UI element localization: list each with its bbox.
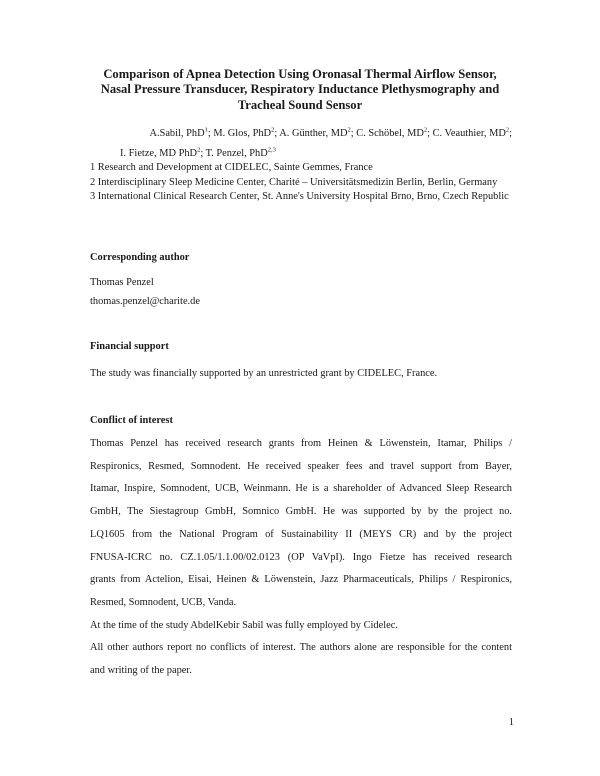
title-line: Nasal Pressure Transducer, Respiratory Inductance Plethysmography and xyxy=(100,82,500,97)
financial-support-heading: Financial support xyxy=(90,341,169,352)
paper-title xyxy=(80,67,520,113)
text-line: Respironics, Resmed, Somnodent. He received speaker fees and travel support from Bayer, xyxy=(90,460,512,472)
text-line: All other authors report no conflicts of interest. The authors alone are responsible for the content xyxy=(90,642,512,654)
conflict-of-interest-heading: Conflict of interest xyxy=(90,415,173,426)
text-line: GmbH, The Siestagroup GmbH, Somnico GmbH. He was supported by by the project no. xyxy=(90,506,512,518)
text-line: Itamar, Inspire, Somnodent, UCB, Weinmann. He is a shareholder of Advanced Sleep Research xyxy=(90,483,512,495)
affiliation: 3 International Clinical Research Center, St. Anne's University Hospital Brno, Brno, Czech Republic xyxy=(90,191,509,203)
affiliation: 2 Interdisciplinary Sleep Medicine Center, Charité – Universitätsmedizin Berlin, Berlin, Germany xyxy=(90,176,498,188)
author: C. Veauthier, $MD^2$; xyxy=(432,127,512,140)
affiliation: 1 Research and Development at CIDELEC, Sainte Gemmes, France xyxy=(90,162,373,173)
title-line: Tracheal Sound Sensor xyxy=(237,97,363,112)
affiliation-list xyxy=(90,161,512,205)
author-line xyxy=(90,142,512,161)
author-list xyxy=(90,123,512,161)
corresponding-author-heading: Corresponding author xyxy=(90,252,190,263)
text-line: and writing of the paper. xyxy=(90,665,192,677)
page-number: 1 xyxy=(508,717,514,728)
author: M. Glos, PhD$^2$; xyxy=(213,127,280,140)
author: C. Schöbel, $MD^2$; xyxy=(356,127,433,140)
author: T. Penzel, PhD$^{2,3}$ xyxy=(205,146,276,159)
text-line: LQ1605 from the National Program of Sustainability II (MEYS CR) and by the project xyxy=(90,528,512,540)
corresponding-author-email[interactable]: thomas.penzel@charite.de xyxy=(90,296,200,307)
text-line: FNUSA-ICRC no. CZ.1.05/1.1.00/02.0123 (OP VaVpI). Ingo Fietze has received research xyxy=(90,551,512,563)
title-line: Comparison of Apnea Detection Using Oronasal Thermal Airflow Sensor, xyxy=(103,67,497,81)
financial-support-text: The study was financially supported by an unrestricted grant by CIDELEC, France. xyxy=(90,368,438,379)
author: A.Sabil, PhD$^1$; xyxy=(149,127,214,140)
corresponding-author-name: Thomas Penzel xyxy=(90,277,154,288)
author: A. Günther, $MD^2$; xyxy=(279,127,357,140)
text-line: grants from Actelion, Eisai, Heinen & Löwenstein, Jazz Pharmaceuticals, Philips / Respironics, xyxy=(90,574,512,586)
text-line: Resmed, Somnodent, UCB, Vanda. xyxy=(90,596,237,608)
employment-statement: At the time of the study AbdelKebir Sabil was fully employed by Cidelec. xyxy=(90,619,398,631)
author-line xyxy=(90,123,512,142)
text-line: Thomas Penzel has received research grants from Heinen & Löwenstein, Itamar, Philips / xyxy=(90,438,512,449)
conflict-of-interest-paragraph xyxy=(90,433,512,683)
author: I. Fietze, MD PhD$^2$; xyxy=(120,146,206,159)
